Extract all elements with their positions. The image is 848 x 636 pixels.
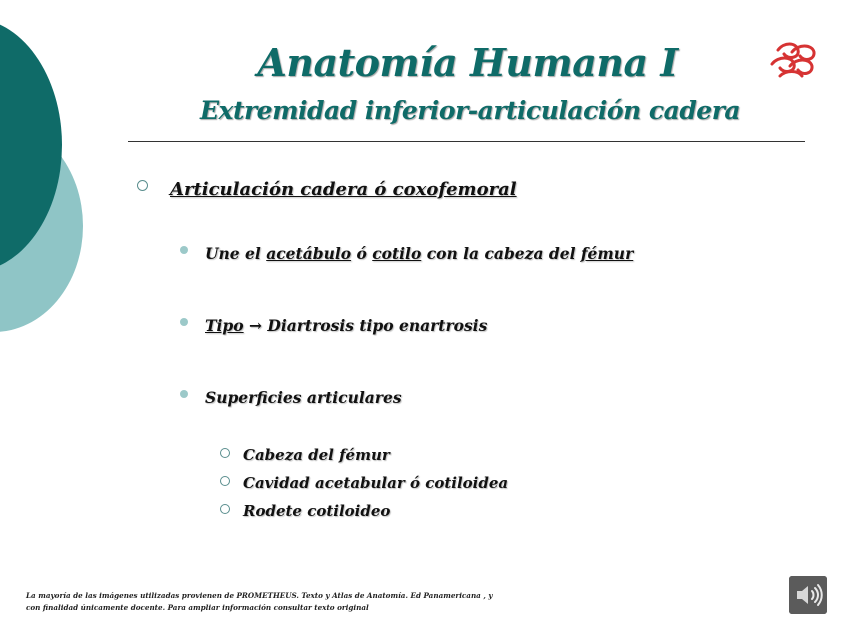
speaker-icon[interactable] (789, 576, 827, 614)
bullet-dot-icon (180, 246, 188, 254)
bullet-ring-icon (137, 180, 148, 191)
bullet-level2-superficies (205, 388, 402, 407)
bullet-ring-icon (220, 504, 230, 514)
arrow-icon: → (243, 316, 268, 335)
union-femur: fémur (580, 244, 634, 263)
bullet-level1 (170, 179, 517, 200)
slide-title: Anatomía Humana I (257, 40, 678, 85)
union-text-3: con la cabeza del (421, 244, 581, 263)
tipo-label: Tipo (205, 316, 244, 335)
title-divider (128, 141, 805, 142)
union-text-1: Une el (205, 244, 267, 263)
bullet-level3-item: Cavidad acetabular ó cotiloidea (243, 474, 509, 492)
union-cotilo: cotilo (372, 244, 422, 263)
bullet-level1-text: Articulación cadera ó coxofemoral (170, 179, 517, 200)
swirl-logo-icon (768, 40, 820, 84)
bullet-ring-icon (220, 448, 230, 458)
bullet-level2-union (205, 244, 633, 263)
slide-subtitle: Extremidad inferior-articulación cadera (200, 96, 741, 125)
bullet-ring-icon (220, 476, 230, 486)
bullet-level3-item: Rodete cotiloideo (243, 502, 391, 520)
footer-line: La mayoría de las imágenes utilizadas provienen de PROMETHEUS. Texto y Atlas de Anatomía. Ed Panamericana , y (26, 591, 493, 600)
union-text-2: ó (351, 244, 373, 263)
tipo-value: Diartrosis tipo enartrosis (267, 316, 488, 335)
superficies-label: Superficies articulares (205, 388, 402, 407)
footer-line: con finalidad únicamente docente. Para ampliar información consultar texto original (26, 603, 369, 612)
bullet-dot-icon (180, 390, 188, 398)
bullet-level2-tipo (205, 316, 487, 335)
footer-note (26, 590, 493, 614)
union-acetabulo: acetábulo (266, 244, 352, 263)
bullet-level3-item: Cabeza del fémur (243, 446, 390, 464)
bullet-dot-icon (180, 318, 188, 326)
